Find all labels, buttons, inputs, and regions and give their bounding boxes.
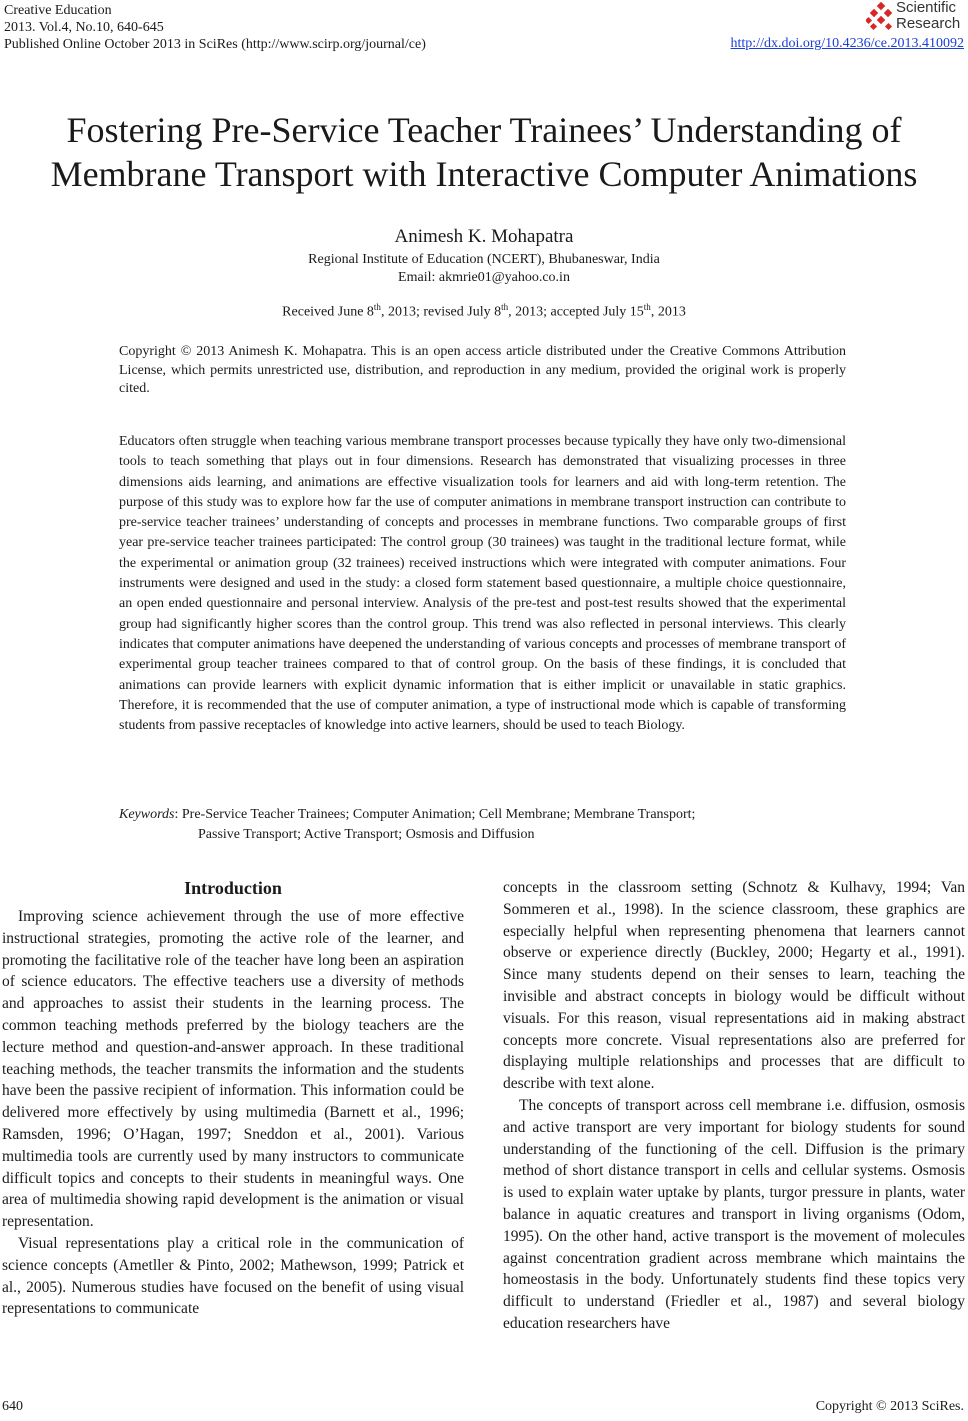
logo-text bbox=[896, 0, 960, 32]
title-line-1: Fostering Pre-Service Teacher Trainees’ Understanding of bbox=[66, 110, 902, 150]
keywords-line-1: Pre-Service Teacher Trainees; Computer Animation; Cell Membrane; Membrane Transport; bbox=[181, 807, 696, 822]
publisher-logo bbox=[864, 0, 964, 36]
introduction-heading: Introduction bbox=[184, 878, 282, 898]
copyright-notice: Copyright © 2013 Animesh K. Mohapatra. This is an open access article distributed under the Creative Commons Attribution License, which permits unrestricted use, distribution, and reproduction in any medium, provided the original work is properly cited. bbox=[119, 344, 846, 396]
footer-copyright: Copyright © 2013 SciRes. bbox=[815, 1399, 964, 1414]
doi-link[interactable]: http://dx.doi.org/10.4236/ce.2013.410092 bbox=[730, 36, 964, 51]
logo-line-2: Research bbox=[896, 15, 961, 32]
affiliation: Regional Institute of Education (NCERT), Bhubaneswar, India bbox=[308, 252, 660, 267]
right-paragraph-1: concepts in the classroom setting (Schnotz & Kulhavy, 1994; Van Sommeren et al., 1998). In the science classroom, these graphics are especially helpful when representing phenomena that learners cannot observe or experience directly (Buckley, 2000; Hegarty et al., 1991). Since many students depend on their senses to learn, teaching the invisible and abstract concepts in biology would be difficult without visuals. For this reason, visual representations aid in making abstract concepts more concrete. Visual representations also are preferred for displaying multiple relationships and processes that are difficult to describe with text alone. bbox=[503, 879, 965, 1093]
keywords-block: Keywords: Pre-Service Teacher Trainees; Computer Animation; Cell Membrane; Membrane Transport; Passive Transport; Active Transport; Osmosis and Diffusion bbox=[119, 805, 846, 845]
page-number: 640 bbox=[2, 1399, 23, 1414]
logo-line-1: Scientific bbox=[896, 0, 957, 16]
abstract: Educators often struggle when teaching various membrane transport processes because typically they have only two-dimensional tools to teach something that plays out in four dimensions. Research has demonstrated that visualizing processes in three dimensions aids learning, and animations are effective visualization tools for learners and aid with long-term retention. The purpose of this study was to explore how far the use of computer animations in membrane transport instruction can contribute to pre-service teacher trainees’ understanding of concepts and processes in membrane functions. Two comparable groups of first year pre-service teacher trainees participated: The control group (30 trainees) was taught in the traditional lecture format, while the experimental or animation group (32 trainees) received instructions which were integrated with computer animations. Four instruments were designed and used in the study: a closed form statement based questionnaire, a multiple choice questionnaire, an open ended questionnaire and personal interview. Analysis of the pre-test and post-test results showed that the experimental group had significantly higher scores than the control group. This trend was also reflected in personal interviews. This clearly indicates that computer animations have deepened the understanding of various concepts and processes of membrane transport of experimental group teacher trainees compared to that of control group. On the basis of these findings, it is concluded that animations can provide learners with explicit dynamic information that is either implicit or unavailable in static graphics. Therefore, it is recommended that the use of computer animation, a type of instructional mode which is capable of transforming students from passive receptacles of knowledge into active learners, should be used to teach Biology. bbox=[119, 434, 846, 734]
paper-title bbox=[0, 108, 968, 196]
right-column bbox=[503, 877, 965, 1335]
keywords-label: Keywords bbox=[119, 807, 175, 822]
year-part: , 2013 bbox=[650, 304, 686, 320]
published-line: Published Online October 2013 in SciRes (http://www.scirp.org/journal/ce) bbox=[4, 37, 426, 52]
received-part: Received June 8 bbox=[282, 304, 374, 320]
journal-name: Creative Education bbox=[4, 3, 112, 18]
journal-volume: 2013. Vol.4, No.10, 640-645 bbox=[4, 20, 164, 35]
accepted-sup: th bbox=[643, 302, 651, 312]
affiliation-block bbox=[0, 251, 968, 287]
left-column bbox=[2, 876, 464, 1320]
author-name: Animesh K. Mohapatra bbox=[394, 226, 574, 247]
intro-paragraph-1: Improving science achievement through the use of more effective instructional strategies, promoting the active role of the learner, and promoting the facilitative role of the teacher have long been an aspiration of science educators. The effective teachers use a diversity of methods and approaches to assist their students in the learning process. The common teaching methods preferred by the biology teachers are the lecture method and question-and-answer approach. In these traditional teaching methods, the teacher transmits the information and the students have been the passive recipient of information. This information could be delivered more effectively by using multimedia (Barnett et al., 1996; Ramsden, 1996; O’Hagan, 1997; Sneddon et al., 2001). Various multimedia tools are currently used by many instructors to communicate difficult topics and concepts to their students in meaningful ways. One area of multimedia showing rapid development is the animation or visual representation. bbox=[2, 908, 464, 1231]
received-sup: th bbox=[373, 302, 381, 312]
revised-part: , 2013; revised July 8 bbox=[380, 304, 502, 320]
title-line-2: Membrane Transport with Interactive Computer Animations bbox=[50, 154, 918, 194]
intro-paragraph-2: Visual representations play a critical role in the communication of science concepts (Ametller & Pinto, 2002; Mathewson, 1999; Patrick et al., 2005). Numerous studies have focused on the benefit of using visual representations to communicate bbox=[2, 1234, 464, 1318]
scientific-research-logo-icon bbox=[866, 2, 896, 32]
received-dates bbox=[0, 302, 968, 321]
revised-sup: th bbox=[501, 302, 509, 312]
author-email: Email: akmrie01@yahoo.co.in bbox=[398, 270, 570, 285]
accepted-part: , 2013; accepted July 15 bbox=[508, 304, 644, 320]
right-paragraph-2: The concepts of transport across cell membrane i.e. diffusion, osmosis and active transport are very important for biology students for sound understanding of the functioning of the cell. Diffusion is the primary method of short distance transport in cells and cellular systems. Osmosis is used to explain water uptake by plants, turgor pressure in plants, water balance in aquatic creatures and transport in living organisms (Odom, 1995). On the other hand, active transport is the movement of molecules against concentration gradient across membrane which maintains the homeostasis in the body. Unfortunately students find these topics very difficult to understand (Friedler et al., 1987) and several biology education researchers have bbox=[503, 1096, 965, 1332]
doi-container bbox=[731, 36, 964, 52]
keywords-line-2: Passive Transport; Active Transport; Osmosis and Diffusion bbox=[198, 827, 535, 842]
